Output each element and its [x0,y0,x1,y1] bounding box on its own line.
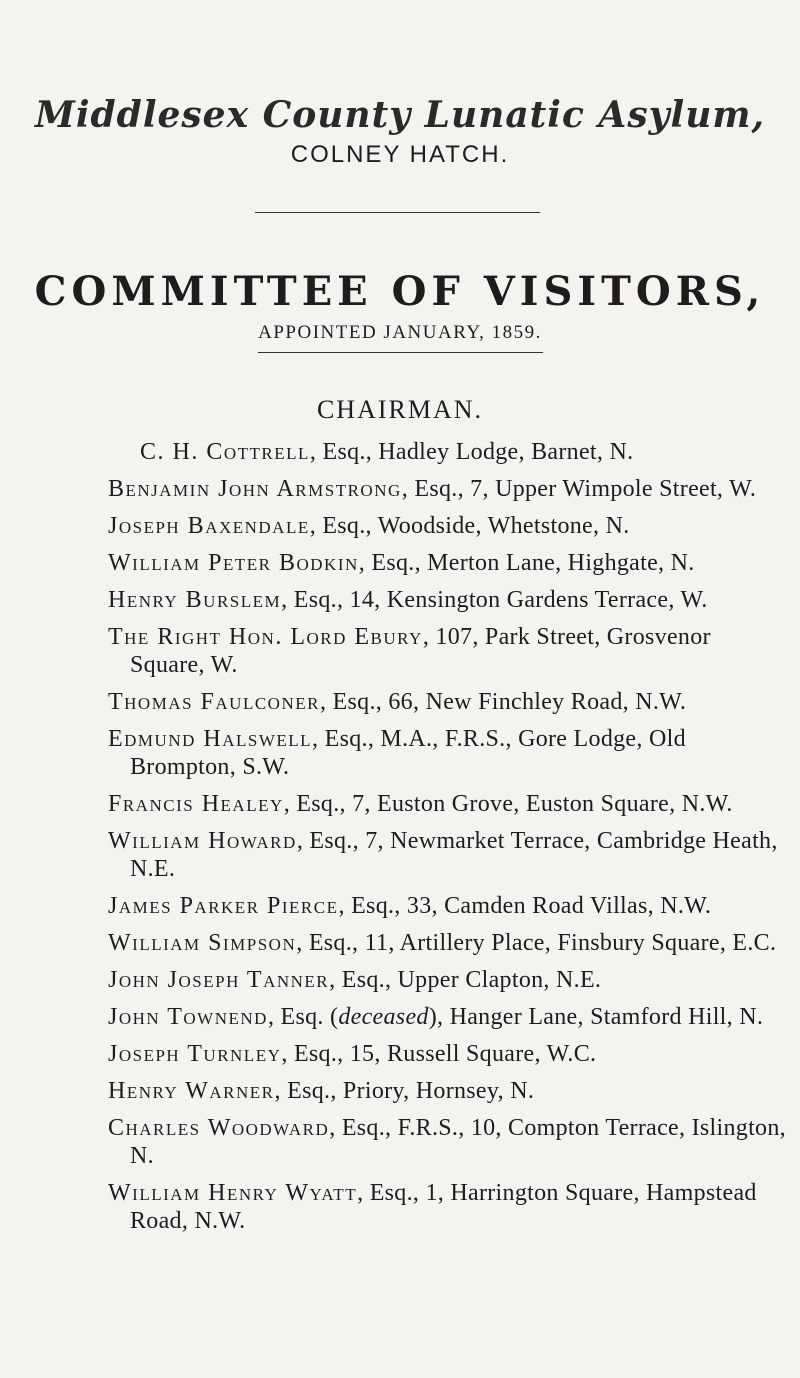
chairman-details: , Esq., Hadley Lodge, Barnet, N. [309,439,634,465]
member-name: Joseph Baxendale [108,513,310,539]
member-name: John Townend [108,1004,268,1030]
member-details: , Esq., 11, Artillery Place, Finsbury Square, E.C. [296,930,777,956]
member-entry [108,549,788,577]
member-entry [108,688,788,716]
member-note: deceased [338,1004,429,1030]
member-details: , Esq., 7, Upper Wimpole Street, W. [401,476,757,502]
member-name: James Parker Pierce [108,893,339,919]
member-details: , Esq., Merton Lane, Highgate, N. [358,550,695,576]
member-name: Charles Woodward [108,1115,330,1141]
divider-rule-bottom [258,352,543,353]
divider-rule-top [255,212,540,213]
member-details: , Esq., M.A., F.R.S., Gore Lodge, Old Brompton, S.W. [130,726,686,780]
member-details: , Esq., 7, Newmarket Terrace, Cambridge Heath, N.E. [130,828,778,882]
member-entry [108,475,788,503]
member-name: William Henry Wyatt [108,1180,358,1206]
member-details: , Esq., Woodside, Whetstone, N. [309,513,630,539]
member-name: Thomas Faulconer [108,689,320,715]
member-entry [108,892,788,920]
member-entry [108,1040,788,1068]
asylum-title: Middlesex County Lunatic Asylum, [34,94,766,136]
member-entry [108,790,788,818]
member-details: , Esq., 66, New Finchley Road, N.W. [319,689,687,715]
chairman-entry [140,438,788,466]
chairman-name: C. H. Cottrell [140,439,310,465]
member-name: Benjamin John Armstrong [108,476,402,502]
member-details: , Esq., Priory, Hornsey, N. [274,1078,535,1104]
member-entry [108,966,788,994]
member-details: , Esq., Upper Clapton, N.E. [329,967,602,993]
member-entry [108,1077,788,1105]
member-name: William Peter Bodkin [108,550,359,576]
member-details: , Esq., F.R.S., 10, Compton Terrace, Islington, N. [130,1115,786,1169]
member-name: Francis Healey [108,791,284,817]
member-name: William Howard [108,828,297,854]
member-entry [108,1003,788,1031]
member-name: William Simpson [108,930,297,956]
member-entry [108,623,788,679]
location-subtitle: COLNEY HATCH. [290,141,510,168]
member-name: Edmund Halswell [108,726,313,752]
member-details: , Esq., 1, Harrington Square, Hampstead Road, N.W. [130,1180,757,1234]
member-entry [108,586,788,614]
member-name: John Joseph Tanner [108,967,330,993]
member-details: , Esq. ( [267,1004,339,1030]
members-list [108,438,788,1244]
member-entry [108,725,788,781]
member-details: , Esq., 7, Euston Grove, Euston Square, N.W. [283,791,733,817]
member-entry [108,1179,788,1235]
member-entry [108,1114,788,1170]
member-details: , Esq., 15, Russell Square, W.C. [281,1041,597,1067]
member-entry [108,929,788,957]
member-details: , Esq., 14, Kensington Gardens Terrace, W. [281,587,708,613]
member-details-after: ), Hanger Lane, Stamford Hill, N. [428,1004,764,1030]
member-details: , 107, Park Street, Grosvenor Square, W. [130,624,711,678]
member-name: Henry Burslem [108,587,282,613]
chairman-heading: CHAIRMAN. [316,395,484,424]
committee-heading: COMMITTEE OF VISITORS, [34,268,766,315]
member-name: The Right Hon. Lord Ebury [108,624,423,650]
appointed-date: APPOINTED JANUARY, 1859. [258,322,542,343]
member-entry [108,512,788,540]
member-name: Joseph Turnley [108,1041,282,1067]
member-details: , Esq., 33, Camden Road Villas, N.W. [338,893,712,919]
member-name: Henry Warner [108,1078,275,1104]
member-entry [108,827,788,883]
